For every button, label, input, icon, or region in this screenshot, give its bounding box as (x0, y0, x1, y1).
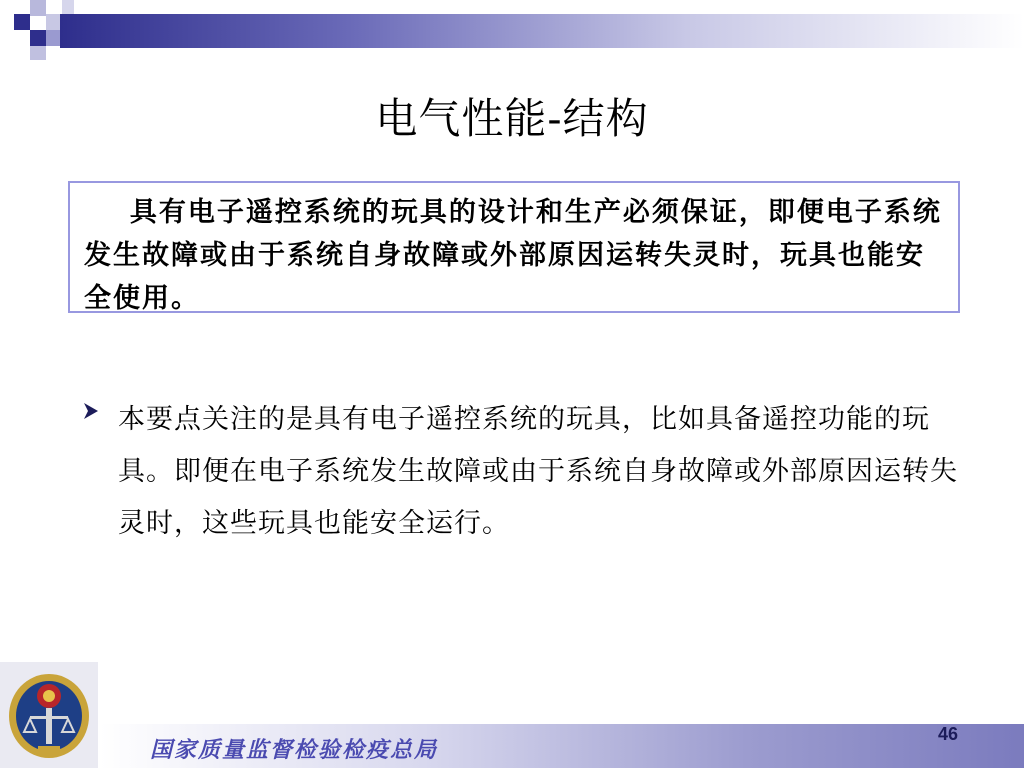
header-square-dark-1 (14, 14, 30, 30)
header-band (0, 0, 1024, 62)
emblem-container (0, 662, 98, 768)
header-square-light-4 (62, 0, 74, 14)
header-square-light-1 (30, 0, 46, 16)
slide-title: 电气性能-结构 (375, 94, 649, 143)
statement-box: 具有电子遥控系统的玩具的设计和生产必须保证，即便电子系统发生故障或由于系统自身故障或外部原因运转失灵时，玩具也能安全使用。 (68, 181, 960, 313)
header-gradient (60, 14, 1024, 48)
footer-organization: 国家质量监督检验检疫总局 (150, 737, 439, 763)
bullet-text: 本要点关注的是具有电子遥控系统的玩具，比如具备遥控功能的玩具。即便在电子系统发生故障或由于系统自身故障或外部原因运转失灵时，这些玩具也能安全运行。 (118, 404, 958, 539)
arrow-bullet-icon (80, 400, 102, 422)
header-square-light-2 (46, 14, 60, 30)
header-square-light-5 (30, 46, 46, 60)
header-square-light-3 (46, 30, 60, 46)
agency-emblem-icon (4, 666, 94, 762)
header-square-dark-2 (30, 30, 46, 46)
page-number: 46 (938, 724, 959, 744)
